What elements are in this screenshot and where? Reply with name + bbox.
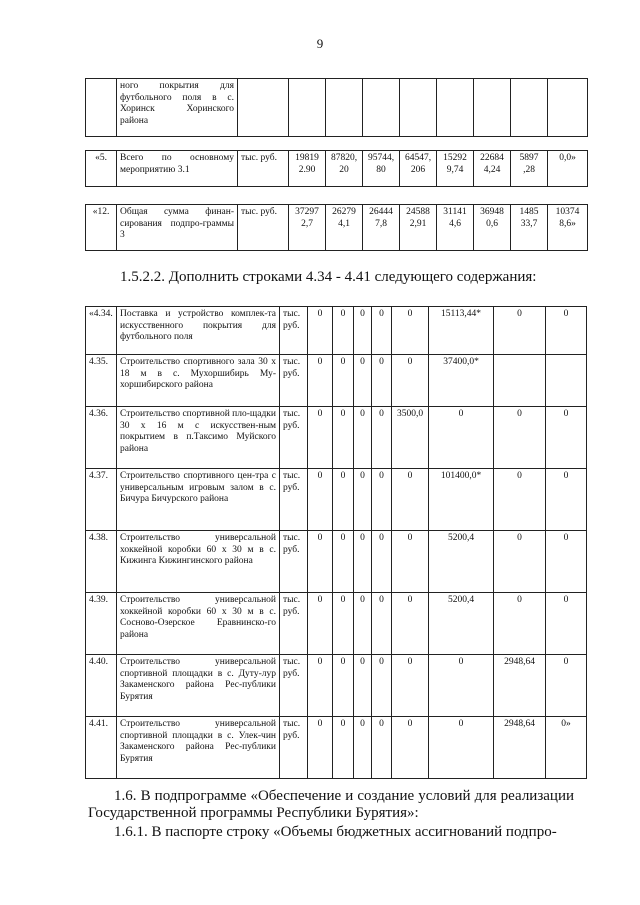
row-value: 5200,4 — [429, 593, 494, 655]
row-value: 0 — [354, 655, 372, 717]
row-value: 15113,44* — [429, 307, 494, 355]
row-value: 0 — [333, 717, 354, 779]
row-value: 0 — [546, 531, 587, 593]
row-value: 0 — [333, 355, 354, 407]
row-unit: тыс. руб. — [280, 593, 308, 655]
row-value — [326, 79, 363, 137]
row-unit: тыс. руб. — [280, 531, 308, 593]
continuation-table — [85, 78, 588, 137]
row-value: 0 — [546, 307, 587, 355]
row-name: Строительство спортивной пло-щадки 30 х 16 м с искусствен-ным покрытием в п.Таксимо Муйского района — [117, 407, 280, 469]
table-row — [86, 151, 588, 187]
row-value: 19819 2.90 — [289, 151, 326, 187]
row-unit: тыс. руб. — [238, 205, 289, 251]
row-value: 0 — [392, 469, 429, 531]
row-value: 0 — [372, 593, 392, 655]
row-unit: тыс. руб. — [280, 307, 308, 355]
row-value: 0 — [429, 407, 494, 469]
row-value: 36948 0,6 — [474, 205, 511, 251]
row-number: 4.35. — [86, 355, 117, 407]
row-number: «4.34. — [86, 307, 117, 355]
row-value: 0 — [429, 717, 494, 779]
row-value: 0 — [392, 717, 429, 779]
row-value: 37297 2,7 — [289, 205, 326, 251]
row-number: 4.40. — [86, 655, 117, 717]
row-value: 0 — [354, 307, 372, 355]
row-number: 4.38. — [86, 531, 117, 593]
row-value: 0 — [546, 469, 587, 531]
row-value: 0 — [494, 531, 546, 593]
row-value: 0 — [494, 307, 546, 355]
row-value: 64547, 206 — [400, 151, 437, 187]
table-row — [86, 407, 587, 469]
row-value: 0 — [354, 355, 372, 407]
row-value: 0 — [546, 593, 587, 655]
row-value: 0 — [333, 531, 354, 593]
row-name: ного покрытия для футбольного поля в с. Хоринск Хоринского района — [117, 79, 238, 137]
row-value — [289, 79, 326, 137]
row-value: 0 — [354, 531, 372, 593]
row-value: 0 — [354, 593, 372, 655]
table-row — [86, 205, 588, 251]
row-value: 0 — [494, 469, 546, 531]
row-value: 2948,64 — [494, 655, 546, 717]
row-value: 0» — [546, 717, 587, 779]
row-value — [494, 355, 546, 407]
row-value: 0 — [308, 469, 333, 531]
row-value: 0 — [308, 593, 333, 655]
row-value — [511, 79, 548, 137]
row-value: 0 — [372, 531, 392, 593]
row-value — [363, 79, 400, 137]
row-unit: тыс. руб. — [238, 151, 289, 187]
row-value — [548, 79, 588, 137]
row-value: 0 — [392, 655, 429, 717]
row-value: 15292 9,74 — [437, 151, 474, 187]
row-value — [400, 79, 437, 137]
row-name: Строительство спортивного цен-тра с универсальным игровым залом в с. Бичура Бичурского района — [117, 469, 280, 531]
row-value: 0 — [372, 469, 392, 531]
table-row — [86, 79, 588, 137]
row-value: 0 — [494, 593, 546, 655]
row-number — [86, 79, 117, 137]
table-row — [86, 593, 587, 655]
row-unit: тыс. руб. — [280, 655, 308, 717]
row-value: 0 — [354, 469, 372, 531]
row-value: 87820, 20 — [326, 151, 363, 187]
row-value: 0 — [372, 655, 392, 717]
row-name: Строительство универсальной спортивной площадки в с. Дуту-лур Закаменского района Рес-публики Бурятия — [117, 655, 280, 717]
new-rows-table — [85, 306, 587, 779]
row-value: 26279 4,1 — [326, 205, 363, 251]
row-value: 0 — [308, 655, 333, 717]
row-value: 10374 8,6» — [548, 205, 588, 251]
row-name: Строительство универсальной хоккейной коробки 60 х 30 м в с. Сосново-Озерское Еравнинско-го района — [117, 593, 280, 655]
row-value: 0 — [354, 407, 372, 469]
row-value: 0 — [372, 355, 392, 407]
row-number: 4.39. — [86, 593, 117, 655]
row-value: 0 — [392, 593, 429, 655]
row-unit — [238, 79, 289, 137]
row-value: 0 — [308, 717, 333, 779]
row-number: 4.36. — [86, 407, 117, 469]
row-value: 5200,4 — [429, 531, 494, 593]
row-value: 0 — [429, 655, 494, 717]
row-value — [546, 355, 587, 407]
table-row — [86, 531, 587, 593]
row-value: 0 — [546, 655, 587, 717]
row-value: 26444 7,8 — [363, 205, 400, 251]
row-unit: тыс. руб. — [280, 407, 308, 469]
row-value: 22684 4,24 — [474, 151, 511, 187]
row-value: 1485 33,7 — [511, 205, 548, 251]
row-value: 0 — [308, 355, 333, 407]
row-value — [437, 79, 474, 137]
page-number: 9 — [316, 36, 324, 51]
row-value: 0 — [546, 407, 587, 469]
row-number: 4.37. — [86, 469, 117, 531]
row-value: 0 — [308, 407, 333, 469]
row-value: 0 — [494, 407, 546, 469]
row-name: Всего по основному мероприятию 3.1 — [117, 151, 238, 187]
sum-table — [85, 204, 588, 251]
row-value: 0 — [372, 307, 392, 355]
row-name: Строительство универсальной спортивной площадки в с. Улек-чин Закаменского района Рес-публики Бурятия — [117, 717, 280, 779]
row-value: 31141 4,6 — [437, 205, 474, 251]
row-value: 0 — [372, 407, 392, 469]
row-unit: тыс. руб. — [280, 469, 308, 531]
row-value: 95744, 80 — [363, 151, 400, 187]
table-row — [86, 469, 587, 531]
row-value — [474, 79, 511, 137]
paragraph-1-6: 1.6. В подпрограмме «Обеспечение и создание условий для реализации Государственной программы Республики Бурятия»: — [88, 788, 574, 821]
table-row — [86, 307, 587, 355]
row-name: Общая сумма финан-сирования подпро-граммы 3 — [117, 205, 238, 251]
row-value: 0 — [333, 655, 354, 717]
row-name: Строительство спортивного зала 30 х 18 м в с. Мухоршибирь Му-хоршибирского района — [117, 355, 280, 407]
row-value: 0 — [308, 531, 333, 593]
row-number: «5. — [86, 151, 117, 187]
row-name: Поставка и устройство комплек-та искусственного покрытия для футбольного поля — [117, 307, 280, 355]
row-value: 2948,64 — [494, 717, 546, 779]
row-number: 4.41. — [86, 717, 117, 779]
row-value: 0 — [392, 355, 429, 407]
table-row — [86, 355, 587, 407]
row-value: 0 — [392, 531, 429, 593]
row-value: 0 — [372, 717, 392, 779]
row-value: 0 — [392, 307, 429, 355]
row-value: 101400,0* — [429, 469, 494, 531]
row-value: 0,0» — [548, 151, 588, 187]
row-value: 37400,0* — [429, 355, 494, 407]
row-name: Строительство универсальной хоккейной коробки 60 х 30 м в с. Кижинга Кижингинского района — [117, 531, 280, 593]
row-value: 0 — [308, 307, 333, 355]
row-number: «12. — [86, 205, 117, 251]
row-value: 5897 ,28 — [511, 151, 548, 187]
table-row — [86, 717, 587, 779]
row-value: 3500,0 — [392, 407, 429, 469]
table-row — [86, 655, 587, 717]
row-value: 24588 2,91 — [400, 205, 437, 251]
row-value: 0 — [333, 469, 354, 531]
section-heading: 1.5.2.2. Дополнить строками 4.34 - 4.41 следующего содержания: — [120, 269, 537, 285]
row-value: 0 — [354, 717, 372, 779]
paragraph-1-6-1: 1.6.1. В паспорте строку «Объемы бюджетных ассигнований подпро- — [114, 824, 557, 840]
total-table — [85, 150, 588, 187]
row-value: 0 — [333, 307, 354, 355]
row-unit: тыс. руб. — [280, 717, 308, 779]
row-value: 0 — [333, 593, 354, 655]
row-value: 0 — [333, 407, 354, 469]
row-unit: тыс. руб. — [280, 355, 308, 407]
